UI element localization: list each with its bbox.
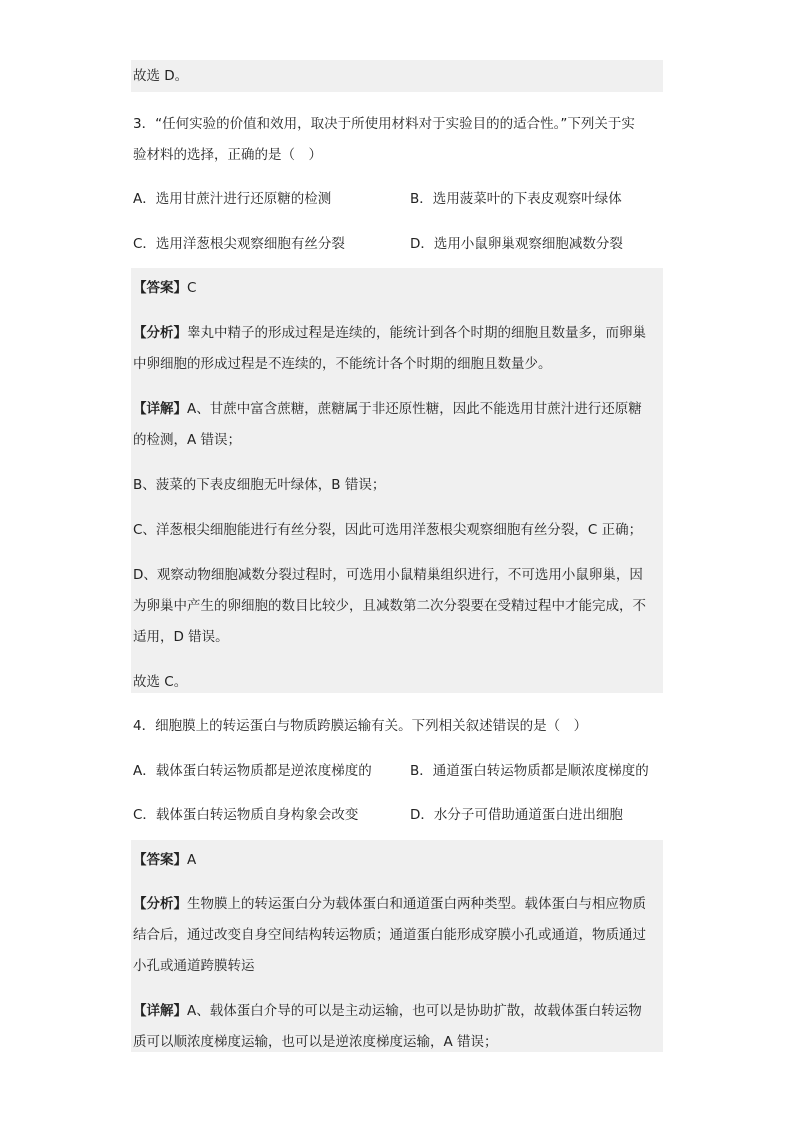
q4-analysis-line-3: 小孔或通道跨膜转运 — [133, 958, 255, 974]
q4-analysis-line-2: 结合后，通过改变自身空间结构转运物质；通道蛋白能形成穿膜小孔或通道，物质通过 — [133, 927, 646, 943]
analysis-tag: 【分析】 — [133, 325, 187, 341]
q3-detail-line-7: 适用，D 错误。 — [133, 629, 229, 645]
q4-detail-line-1 — [133, 999, 642, 1019]
q3-option-b: B．选用菠菜叶的下表皮观察叶绿体 — [410, 191, 622, 207]
q4-stem: 4．细胞膜上的转运蛋白与物质跨膜运输有关。下列相关叙述错误的是（ ） — [133, 718, 588, 734]
prev-conclusion: 故选 D。 — [133, 68, 189, 84]
q3-analysis-line-2: 中卵细胞的形成过程是不连续的，不能统计各个时期的细胞且数量少。 — [133, 356, 552, 372]
q3-detail-line-3: B、菠菜的下表皮细胞无叶绿体，B 错误； — [133, 477, 386, 493]
q4-solution-block — [131, 840, 663, 1052]
q3-option-a: A．选用甘蔗汁进行还原糖的检测 — [133, 191, 332, 207]
q3-stem-line-1: 3．“任何实验的价值和效用，取决于所使用材料对于实验目的的适合性。”下列关于实 — [133, 116, 635, 132]
q4-option-b: B．通道蛋白转运物质都是顺浓度梯度的 — [410, 763, 649, 779]
q4-option-c: C．载体蛋白转运物质自身构象会改变 — [133, 807, 359, 823]
analysis-text: 生物膜上的转运蛋白分为载体蛋白和通道蛋白两种类型。载体蛋白与相应物质 — [187, 896, 646, 912]
answer-value: C — [187, 280, 197, 296]
prev-conclusion-block — [131, 60, 663, 92]
q3-detail-line-1 — [133, 397, 642, 417]
q3-option-d: D．选用小鼠卵巢观察细胞减数分裂 — [410, 236, 623, 252]
answer-tag: 【答案】 — [133, 852, 187, 868]
analysis-tag: 【分析】 — [133, 896, 187, 912]
q4-analysis-line-1 — [133, 892, 646, 912]
q3-detail-line-4: C、洋葱根尖细胞能进行有丝分裂，因此可选用洋葱根尖观察细胞有丝分裂，C 正确； — [133, 522, 643, 538]
detail-text: A、载体蛋白介导的可以是主动运输，也可以是协助扩散，故载体蛋白转运物 — [187, 1003, 642, 1019]
q4-option-a: A．载体蛋白转运物质都是逆浓度梯度的 — [133, 763, 372, 779]
q4-detail-line-2: 质可以顺浓度梯度运输，也可以是逆浓度梯度运输，A 错误； — [133, 1034, 498, 1050]
q4-option-d: D．水分子可借助通道蛋白进出细胞 — [410, 807, 623, 823]
detail-tag: 【详解】 — [133, 401, 187, 417]
detail-text: A、甘蔗中富含蔗糖，蔗糖属于非还原性糖，因此不能选用甘蔗汁进行还原糖 — [187, 401, 642, 417]
q3-detail-line-2: 的检测，A 错误； — [133, 432, 242, 448]
q3-conclusion: 故选 C。 — [133, 674, 188, 690]
q3-answer — [133, 276, 196, 296]
q4-answer — [133, 848, 196, 868]
answer-tag: 【答案】 — [133, 280, 187, 296]
q3-detail-line-5: D、观察动物细胞减数分裂过程时，可选用小鼠精巢组织进行，不可选用小鼠卵巢，因 — [133, 567, 643, 583]
answer-value: A — [187, 852, 197, 868]
q3-detail-line-6: 为卵巢中产生的卵细胞的数目比较少，且减数第二次分裂要在受精过程中才能完成，不 — [133, 598, 646, 614]
q3-stem-line-2: 验材料的选择，正确的是（ ） — [133, 147, 322, 163]
q3-option-c: C．选用洋葱根尖观察细胞有丝分裂 — [133, 236, 345, 252]
q3-analysis-line-1 — [133, 321, 646, 341]
detail-tag: 【详解】 — [133, 1003, 187, 1019]
analysis-text: 睾丸中精子的形成过程是连续的，能统计到各个时期的细胞且数量多，而卵巢 — [187, 325, 646, 341]
